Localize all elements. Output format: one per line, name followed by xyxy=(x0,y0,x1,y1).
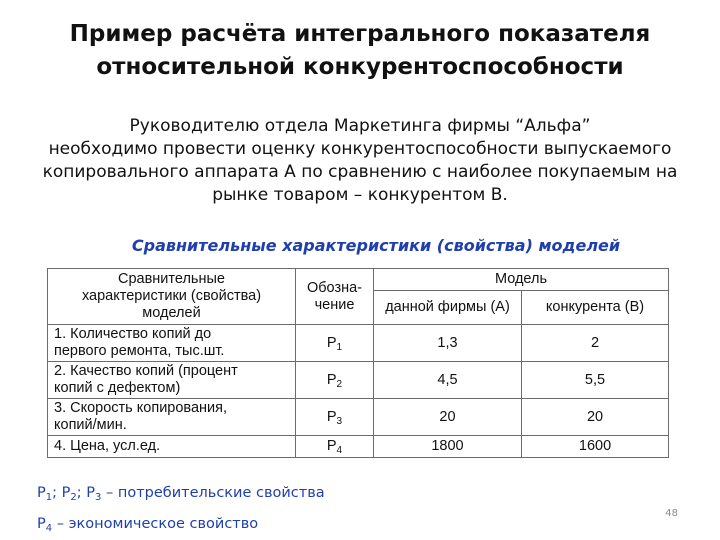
designation-letter: P xyxy=(326,334,337,351)
header-designation-line: Обозна- xyxy=(306,279,363,296)
header-designation xyxy=(296,269,374,325)
designation-letter: P xyxy=(326,408,337,425)
note-letter: P xyxy=(37,516,46,532)
value-competitor-b: 1600 xyxy=(522,436,669,458)
table-row xyxy=(48,436,669,458)
characteristic-name xyxy=(48,436,296,458)
designation-index: 4 xyxy=(336,445,343,456)
designation-index: 1 xyxy=(336,341,343,353)
page-title-line-1: Пример расчёта интегрального показателя xyxy=(69,21,651,47)
value-competitor-b: 2 xyxy=(522,325,669,362)
characteristic-name-line: копий/мин. xyxy=(54,417,127,433)
characteristic-name-line: 4. Цена, усл.ед. xyxy=(54,438,161,454)
characteristic-name-line: копий с дефектом) xyxy=(54,380,181,396)
note-separator: ; xyxy=(52,485,62,501)
table-row xyxy=(48,362,669,399)
header-model: Модель xyxy=(374,269,669,291)
intro-paragraph xyxy=(20,115,700,207)
note-text: – экономическое свойство xyxy=(52,516,259,532)
header-designation-line: чение xyxy=(314,296,355,313)
intro-line: необходимо провести оценку конкурентоспособности выпускаемого xyxy=(48,139,672,159)
designation-cell xyxy=(296,436,374,458)
intro-line: копировального аппарата А по сравнению с наиболее покупаемым на xyxy=(42,162,678,182)
page-title xyxy=(0,18,720,84)
note-economic-property xyxy=(37,515,258,533)
value-firm-a: 20 xyxy=(374,399,522,436)
designation-letter: P xyxy=(326,438,337,454)
page-title-line-2: относительной конкурентоспособности xyxy=(96,54,624,80)
characteristic-name xyxy=(48,362,296,399)
characteristic-name-line: первого ремонта, тыс.шт. xyxy=(54,343,225,359)
designation-index: 3 xyxy=(336,415,343,427)
designation-cell xyxy=(296,362,374,399)
value-firm-a: 1800 xyxy=(374,436,522,458)
header-characteristics xyxy=(48,269,296,325)
value-firm-a: 4,5 xyxy=(374,362,522,399)
note-index: 3 xyxy=(95,492,102,503)
note-letter: P xyxy=(37,485,46,501)
designation-cell xyxy=(296,325,374,362)
header-competitor-b: конкурента (В) xyxy=(522,290,669,324)
table-row xyxy=(48,325,669,362)
characteristic-name xyxy=(48,399,296,436)
table-row xyxy=(48,399,669,436)
characteristic-name-line: 3. Скорость копирования, xyxy=(54,400,228,416)
note-index: 1 xyxy=(45,492,53,503)
characteristic-name xyxy=(48,325,296,362)
note-letter: P xyxy=(86,485,95,501)
designation-letter: P xyxy=(326,371,337,388)
characteristic-name-line: 1. Количество копий до xyxy=(54,326,212,342)
note-index: 4 xyxy=(45,523,53,534)
note-text: – потребительские свойства xyxy=(101,485,325,501)
note-letter: P xyxy=(61,485,71,501)
header-characteristics-line: характеристики (свойства) xyxy=(81,288,262,304)
comparison-table xyxy=(47,268,669,458)
designation-cell xyxy=(296,399,374,436)
header-firm-a: данной фирмы (А) xyxy=(374,290,522,324)
value-competitor-b: 5,5 xyxy=(522,362,669,399)
intro-line: Руководителю отдела Маркетинга фирмы “Альфа” xyxy=(129,116,591,136)
value-competitor-b: 20 xyxy=(522,399,669,436)
note-separator: ; xyxy=(76,485,87,501)
intro-line: рынке товаром – конкурентом В. xyxy=(212,185,508,205)
note-index: 2 xyxy=(70,492,77,503)
characteristic-name-line: 2. Качество копий (процент xyxy=(54,363,238,379)
table-caption: Сравнительные характеристики (свойства) моделей xyxy=(131,236,621,255)
header-characteristics-line: моделей xyxy=(142,305,201,321)
page-number: 48 xyxy=(665,508,678,519)
note-consumer-properties xyxy=(37,484,325,502)
designation-index: 2 xyxy=(336,378,343,390)
header-characteristics-line: Сравнительные xyxy=(118,271,225,287)
value-firm-a: 1,3 xyxy=(374,325,522,362)
